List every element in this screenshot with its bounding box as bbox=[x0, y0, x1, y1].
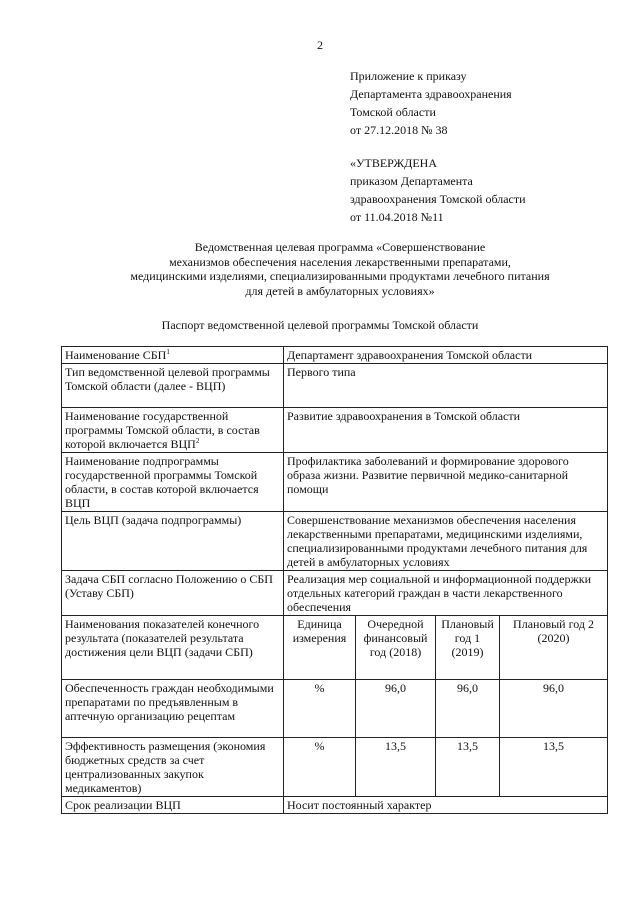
indicator-unit: % bbox=[284, 680, 356, 738]
indicator-value-2019: 13,5 bbox=[436, 738, 500, 797]
appendix-line: от 27.12.2018 № 38 bbox=[350, 123, 448, 137]
approval-line: здравоохранения Томской области bbox=[350, 192, 526, 206]
subprogram-label: Наименование подпрограммы государственной программы Томской области, в состав которой включается ВЦП bbox=[62, 453, 284, 512]
table-row-goal bbox=[62, 512, 608, 571]
table-row-subprogram bbox=[62, 453, 608, 512]
page-number: 2 bbox=[317, 38, 323, 52]
indicator-value-2020: 13,5 bbox=[500, 738, 608, 797]
table-row-term bbox=[62, 797, 608, 814]
approval-block bbox=[350, 154, 620, 226]
approval-line: «УТВЕРЖДЕНА bbox=[350, 156, 438, 170]
program-title-line: медицинскими изделиями, специализированными продуктами лечебного питания bbox=[130, 269, 550, 283]
table-row-vcp-type bbox=[62, 364, 608, 408]
appendix-line: Приложение к приказу bbox=[350, 69, 467, 83]
footnote-1: 1 bbox=[166, 348, 170, 356]
table-row-indicators-header bbox=[62, 616, 608, 680]
sbp-label-cell bbox=[62, 347, 284, 364]
sbp-value: Департамент здравоохранения Томской области bbox=[284, 347, 608, 364]
table-row-indicator bbox=[62, 680, 608, 738]
indicator-value-2018: 13,5 bbox=[356, 738, 436, 797]
year-2019-header: Плановый год 1 (2019) bbox=[436, 616, 500, 680]
subprogram-value: Профилактика заболеваний и формирование здорового образа жизни. Развитие первичной медико-санитарной помощи bbox=[284, 453, 608, 512]
table-row-sbp bbox=[62, 347, 608, 364]
indicator-value-2020: 96,0 bbox=[500, 680, 608, 738]
year-2018-header: Очередной финансовый год (2018) bbox=[356, 616, 436, 680]
passport-table bbox=[61, 346, 608, 814]
approval-line: приказом Департамента bbox=[350, 174, 473, 188]
year-2020-header: Плановый год 2 (2020) bbox=[500, 616, 608, 680]
program-title bbox=[95, 240, 585, 298]
task-value: Реализация мер социальной и информационной поддержки отдельных категорий граждан в части лекарственного обеспечения bbox=[284, 571, 608, 616]
vcp-type-label: Тип ведомственной целевой программы Томской области (далее - ВЦП) bbox=[62, 364, 284, 408]
state-program-label-cell bbox=[62, 408, 284, 453]
table-row-state-program bbox=[62, 408, 608, 453]
goal-value: Совершенствование механизмов обеспечения населения лекарственными препаратами, медицинскими изделиями, специализированными продуктами лечебного питания для детей в амбулаторных условиях bbox=[284, 512, 608, 571]
footnote-2: 2 bbox=[195, 437, 200, 445]
state-program-value: Развитие здравоохранения в Томской области bbox=[284, 408, 608, 453]
sbp-label: Наименование СБП bbox=[65, 348, 167, 362]
goal-label: Цель ВЦП (задача подпрограммы) bbox=[62, 512, 284, 571]
table-row-indicator bbox=[62, 738, 608, 797]
appendix-block bbox=[350, 67, 620, 139]
state-program-label: Наименование государственной программы Томской области, в состав которой включается ВЦП bbox=[65, 409, 260, 451]
term-label: Срок реализации ВЦП bbox=[62, 797, 284, 814]
indicator-name: Обеспеченность граждан необходимыми препаратами по предъявленным в аптечную организацию рецептам bbox=[62, 680, 284, 738]
program-title-line: для детей в амбулаторных условиях» bbox=[245, 283, 435, 298]
indicator-unit: % bbox=[284, 738, 356, 797]
approval-line: от 11.04.2018 №11 bbox=[350, 210, 444, 224]
task-label: Задача СБП согласно Положению о СБП (Уставу СБП) bbox=[62, 571, 284, 616]
indicator-value-2018: 96,0 bbox=[356, 680, 436, 738]
program-title-line: механизмов обеспечения населения лекарственными препаратами, bbox=[169, 254, 511, 269]
vcp-type-value: Первого типа bbox=[284, 364, 608, 408]
table-row-task bbox=[62, 571, 608, 616]
unit-header: Единица измерения bbox=[284, 616, 356, 680]
passport-title: Паспорт ведомственной целевой программы Томской области bbox=[161, 318, 479, 332]
term-value: Носит постоянный характер bbox=[284, 797, 608, 814]
program-title-line: Ведомственная целевая программа «Совершенствование bbox=[194, 240, 486, 254]
indicators-label: Наименования показателей конечного результата (показателей результата достижения цели ВЦП (задачи СБП) bbox=[62, 616, 284, 680]
appendix-line: Департамента здравоохранения bbox=[350, 87, 512, 101]
indicator-name: Эффективность размещения (экономия бюджетных средств за счет централизованных закупок медикаментов) bbox=[62, 738, 284, 797]
indicator-value-2019: 96,0 bbox=[436, 680, 500, 738]
appendix-line: Томской области bbox=[350, 105, 436, 119]
